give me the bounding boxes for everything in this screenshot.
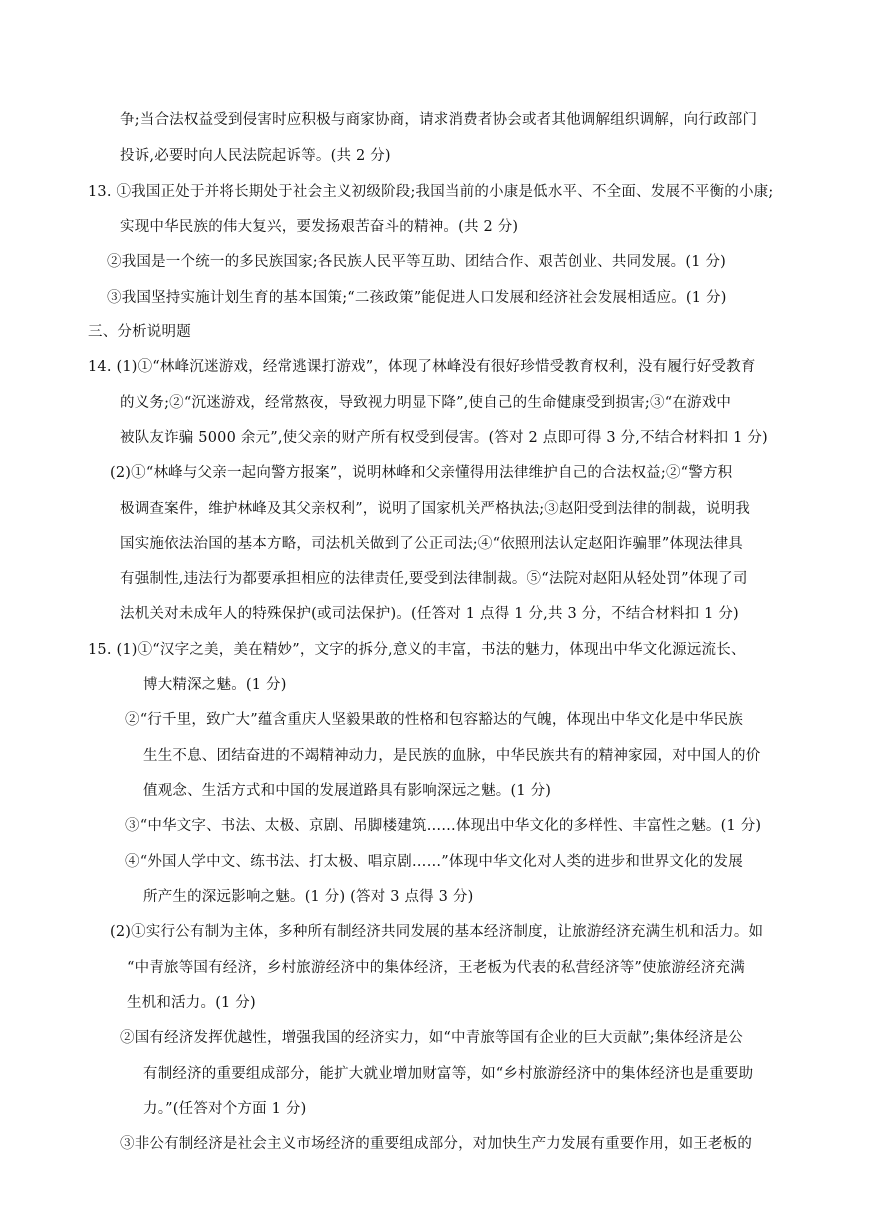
text-line: “中青旅等国有经济，乡村旅游经济中的集体经济，王老板为代表的私营经济等”使旅游经济充满: [127, 960, 745, 976]
text-line: ②我国是一个统一的多民族国家;各民族人民平等互助、团结合作、艰苦创业、共同发展。(1 分): [107, 254, 727, 270]
text-line: (2)①实行公有制为主体，多种所有制经济共同发展的基本经济制度，让旅游经济充满生机和活力。如: [110, 924, 764, 940]
text-line: 被队友诈骗 5000 余元”,使父亲的财产所有权受到侵害。(答对 2 点即可得 3 分,不结合材料扣 1 分): [120, 430, 768, 446]
text-line: 极调查案件，维护林峰及其父亲权利”，说明了国家机关严格执法;③赵阳受到法律的制裁，说明我: [120, 501, 751, 517]
text-line: 值观念、生活方式和中国的发展道路具有影响深远之魅。(1 分): [143, 783, 552, 799]
text-line: ②“行千里，致广大”蕴含重庆人坚毅果敢的性格和包容豁达的气魄，体现出中华文化是中华民族: [125, 712, 743, 728]
text-line: 所产生的深远影响之魅。(1 分) (答对 3 点得 3 分): [143, 889, 474, 905]
text-line: 法机关对未成年人的特殊保护(或司法保护)。(任答对 1 点得 1 分,共 3 分，不结合材料扣 1 分): [120, 606, 739, 622]
text-line: 生机和活力。(1 分): [127, 995, 256, 1011]
section-heading: 三、分析说明题: [88, 324, 191, 340]
text-line: 有制经济的重要组成部分，能扩大就业增加财富等，如“乡村旅游经济中的集体经济也是重要助: [143, 1066, 754, 1082]
question-15: 15. (1)①“汉字之美，美在精妙”，文字的拆分,意义的丰富，书法的魅力，体现出中华文化源远流长、: [88, 642, 746, 658]
text-line: 争;当合法权益受到侵害时应积极与商家协商，请求消费者协会或者其他调解组织调解，向行政部门: [120, 112, 758, 128]
text-line: ②国有经济发挥优越性，增强我国的经济实力，如“中青旅等国有企业的巨大贡献”;集体经济是公: [120, 1030, 744, 1046]
text-line: 国实施依法治国的基本方略，司法机关做到了公正司法;④“依照刑法认定赵阳诈骗罪”体现法律具: [120, 536, 744, 552]
question-14: 14. (1)①“林峰沉迷游戏，经常逃课打游戏”，体现了林峰没有很好珍惜受教育权利，没有履行好受教育: [88, 359, 756, 375]
text-line: 力。”(任答对个方面 1 分): [143, 1101, 307, 1117]
text-line: ③我国坚持实施计划生育的基本国策;“二孩政策”能促进人口发展和经济社会发展相适应。(1 分): [107, 290, 727, 306]
text-line: ③非公有制经济是社会主义市场经济的重要组成部分，对加快生产力发展有重要作用，如王老板的: [120, 1136, 753, 1152]
text-line: 生生不息、团结奋进的不竭精神动力，是民族的血脉，中华民族共有的精神家园，对中国人的价: [143, 748, 761, 764]
text-line: ③“中华文字、书法、太极、京剧、吊脚楼建筑……体现出中华文化的多样性、丰富性之魅。(1 分): [125, 818, 762, 834]
text-line: 博大精深之魅。(1 分): [143, 677, 287, 693]
text-line: 的义务;②“沉迷游戏，经常熬夜，导致视力明显下降”,使自己的生命健康受到损害;③“在游戏中: [120, 395, 732, 411]
text-line: (2)①“林峰与父亲一起向警方报案”，说明林峰和父亲懂得用法律维护自己的合法权益;②“警方积: [110, 465, 733, 481]
text-line: ④“外国人学中文、练书法、打太极、唱京剧……”体现中华文化对人类的进步和世界文化的发展: [125, 854, 743, 870]
text-line: 实现中华民族的伟大复兴，要发扬艰苦奋斗的精神。(共 2 分): [120, 219, 519, 235]
text-line: 投诉,必要时向人民法院起诉等。(共 2 分): [120, 148, 391, 164]
text-line: 有强制性,违法行为都要承担相应的法律责任,要受到法律制裁。⑤“法院对赵阳从轻处罚”体现了司: [120, 571, 748, 587]
question-13: 13. ①我国正处于并将长期处于社会主义初级阶段;我国当前的小康是低水平、不全面、发展不平衡的小康;: [88, 184, 774, 200]
